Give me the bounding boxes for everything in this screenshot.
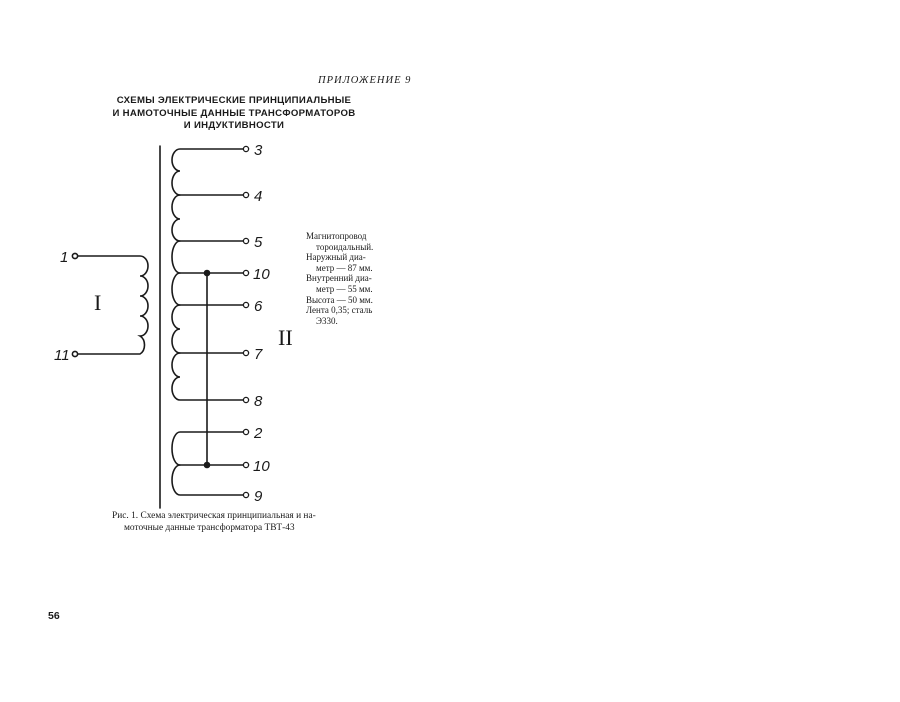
title-line-3: И ИНДУКТИВНОСТИ	[183, 120, 285, 131]
title-line-1: СХЕМЫ ЭЛЕКТРИЧЕСКИЕ ПРИНЦИПИАЛЬНЫЕ	[116, 95, 352, 106]
spec-line: Лента 0,35; сталь	[306, 305, 373, 316]
spec-line: метр — 55 мм.	[316, 283, 373, 294]
secondary-winding-upper	[172, 149, 243, 195]
terminal-11-dot	[72, 351, 77, 356]
caption-line-1: Рис. 1. Схема электрическая принципиальная и на-	[112, 511, 316, 521]
terminal-label-2: 2	[254, 425, 263, 442]
title-line-2: И НАМОТОЧНЫЕ ДАННЫЕ ТРАНСФОРМАТОРОВ	[112, 107, 356, 119]
terminal-label-9: 9	[254, 488, 263, 505]
spec-line: Внутренний диа-	[306, 273, 372, 284]
terminal-5-dot	[243, 238, 248, 243]
junction-dot-lower	[204, 462, 211, 469]
terminal-label-8: 8	[254, 393, 263, 410]
figure-caption	[112, 511, 362, 535]
terminal-label-6: 6	[254, 298, 263, 315]
terminal-label-5: 5	[254, 234, 263, 251]
terminal-10a-dot	[243, 270, 248, 275]
appendix-label: ПРИЛОЖЕНИЕ 9	[318, 75, 412, 86]
spec-line: тороидальный.	[316, 241, 374, 252]
terminal-2-dot	[243, 429, 248, 434]
winding-label-secondary: II	[278, 325, 293, 350]
terminal-6-dot	[243, 302, 248, 307]
terminal-3-dot	[243, 146, 248, 151]
spec-line: Высота — 50 мм.	[306, 294, 373, 305]
core-spec	[306, 231, 396, 326]
terminal-4-dot	[243, 192, 248, 197]
terminal-label-10a: 10	[253, 266, 270, 283]
caption-line-2: моточные данные трансформатора ТВТ-43	[124, 522, 295, 533]
page-number: 56	[48, 610, 60, 622]
terminal-7-dot	[243, 350, 248, 355]
winding-label-primary: I	[94, 290, 102, 315]
terminal-label-4: 4	[254, 188, 263, 205]
terminal-label-1: 1	[60, 249, 69, 266]
terminal-label-11: 11	[54, 347, 70, 364]
spec-line: Наружный диа-	[306, 252, 366, 263]
terminal-1-dot	[72, 253, 77, 258]
terminal-10b-dot	[243, 462, 248, 467]
spec-line: метр — 87 мм.	[316, 262, 373, 273]
terminal-label-3: 3	[254, 142, 263, 159]
terminal-9-dot	[243, 492, 248, 497]
primary-winding	[78, 256, 148, 354]
terminal-label-10b: 10	[253, 458, 270, 475]
spec-line: Э330.	[316, 315, 338, 326]
terminal-label-7: 7	[254, 346, 263, 363]
spec-line: Магнитопровод	[306, 231, 367, 241]
junction-dot-upper	[204, 270, 211, 277]
terminal-8-dot	[243, 397, 248, 402]
